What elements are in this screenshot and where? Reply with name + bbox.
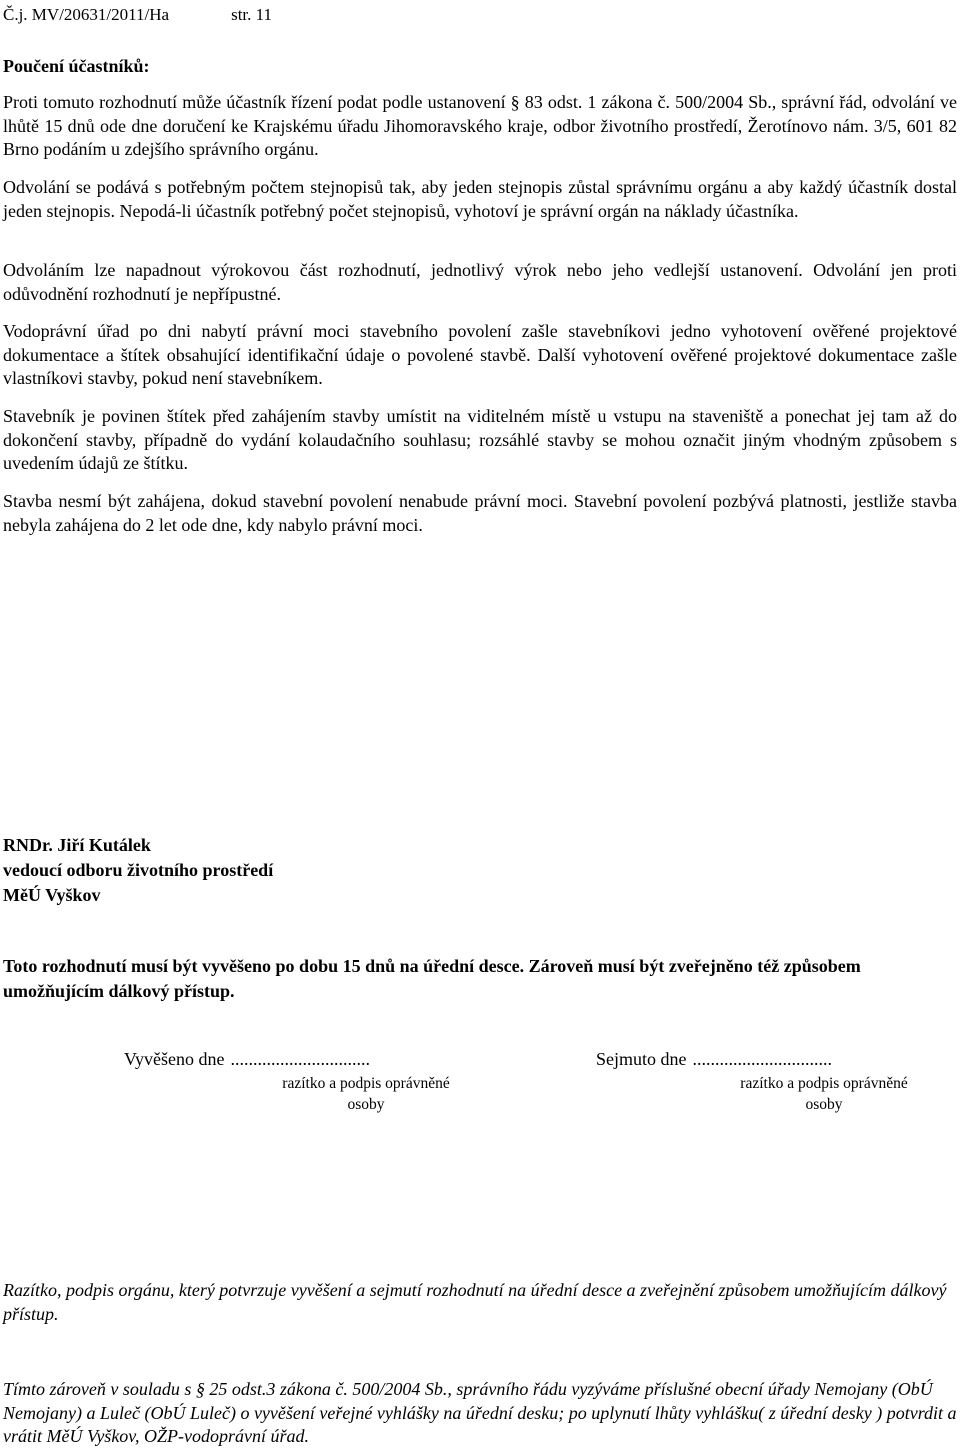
- removed-stamp-line2: osoby: [805, 1096, 843, 1113]
- removed-stamp-note: [716, 1073, 932, 1115]
- paragraph-site-label: Stavebník je povinen štítek před zahájením stavby umístit na viditelném místě u vstupu na staveniště a ponechat jej tam až do dokončení stavby, případně do vydání kolaudačního souhlasu; rozsáhlé stavby se mohou označit jiným vhodným způsobem s uvedením údajů ze štítku.: [3, 406, 957, 473]
- paragraph-documentation: Vodoprávní úřad po dni nabytí právní moci stavebního povolení zašle stavebníkovi jedno vyhotovení ověřené projektové dokumentace a štítek obsahující identifikační údaje o povolené stavbě. Další vyhotovení ověřené projektové dokumentace zašle vlastníkovi stavby, pokud není stavebníkem.: [3, 321, 957, 388]
- page-header: [3, 3, 272, 27]
- removed-stamp-line1: razítko a podpis oprávněné: [740, 1075, 908, 1092]
- municipal-request: Tímto zároveň v souladu s § 25 odst.3 zákona č. 500/2004 Sb., správního řádu vyzýváme příslušné obecní úřady Nemojany (ObÚ Nemojany) a Luleč (ObÚ Luleč) o vyvěšení veřejné vyhlášky na úřední desku; po uplynutí lhůty vyhlášku( z úřední desky ) potvrdit a vrátit MěÚ Vyškov, OŽP-vodoprávní úřad.: [3, 1379, 957, 1446]
- posted-label: Vyvěšeno dne: [124, 1049, 225, 1069]
- section-heading: Poučení účastníků:: [3, 56, 150, 76]
- signature-block: [3, 833, 273, 908]
- posted-stamp-line2: osoby: [347, 1096, 385, 1113]
- posted-stamp-note: [258, 1073, 474, 1115]
- stamp-explanation: Razítko, podpis orgánu, který potvrzuje vyvěšení a sejmutí rozhodnutí na úřední desce a zveřejnění způsobem umožňujícím dálkový přístup.: [3, 1280, 947, 1324]
- posting-notice: Toto rozhodnutí musí být vyvěšeno po dobu 15 dnů na úřední desce. Zároveň musí být zveřejněno též způsobem umožňujícím dálkový přístup.: [3, 956, 861, 1001]
- posted-stamp-line1: razítko a podpis oprávněné: [282, 1075, 450, 1092]
- paragraph-appeal-right: Proti tomuto rozhodnutí může účastník řízení podat podle ustanovení § 83 odst. 1 zákona č. 500/2004 Sb., správní řád, odvolání ve lhůtě 15 dnů ode dne doručení ke Krajskému úřadu Jihomoravského kraje, odbor životního prostředí, Žerotínovo nám. 3/5, 601 82 Brno podáním u zdejšího správního orgánu.: [3, 92, 957, 159]
- removed-date-blank: ...............................: [692, 1049, 832, 1069]
- paragraph-appeal-scope: Odvoláním lze napadnout výrokovou část rozhodnutí, jednotlivý výrok nebo jeho vedlejší ustanovení. Odvolání jen proti odůvodnění rozhodnutí je nepřípustné.: [3, 260, 957, 304]
- posted-date-blank: ...............................: [230, 1049, 370, 1069]
- posted-date-line: [124, 1048, 370, 1072]
- signatory-name: RNDr. Jiří Kutálek: [3, 835, 151, 855]
- signatory-office: MěÚ Vyškov: [3, 885, 101, 905]
- paragraph-appeal-copies: Odvolání se podává s potřebným počtem stejnopisů tak, aby jeden stejnopis zůstal správnímu orgánu a aby každý účastník dostal jeden stejnopis. Nepodá-li účastník potřebný počet stejnopisů, vyhotoví je správní orgán na náklady účastníka.: [3, 177, 957, 221]
- paragraph-validity: Stavba nesmí být zahájena, dokud stavební povolení nenabude právní moci. Stavební povolení pozbývá platnosti, jestliže stavba nebyla zahájena do 2 let ode dne, kdy nabylo právní moci.: [3, 491, 957, 535]
- removed-date-line: [596, 1048, 832, 1072]
- signatory-position: vedoucí odboru životního prostředí: [3, 860, 274, 880]
- page-number: str. 11: [231, 5, 273, 24]
- removed-label: Sejmuto dne: [596, 1049, 687, 1069]
- reference-number: Č.j. MV/20631/2011/Ha: [3, 5, 170, 24]
